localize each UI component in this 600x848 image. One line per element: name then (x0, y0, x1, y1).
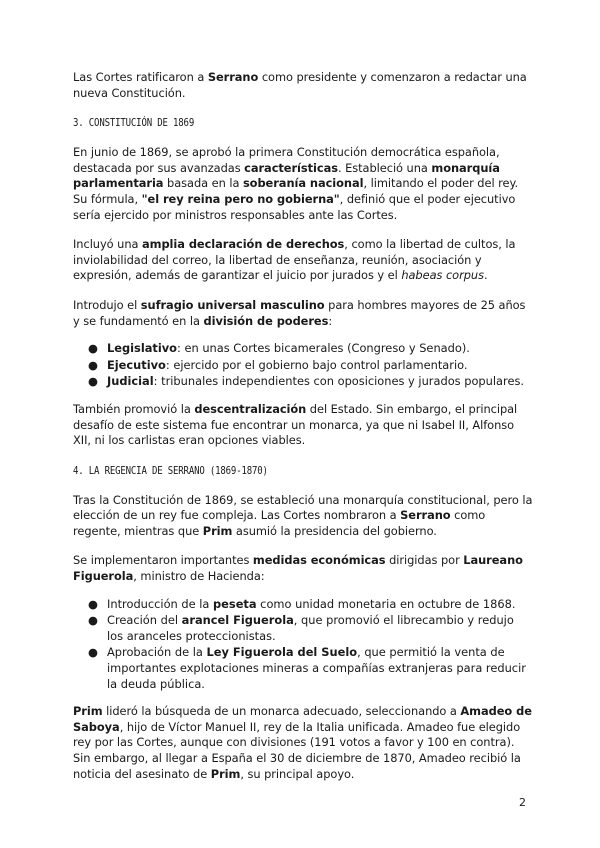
text-run: , como la libertad de cultos, la inviolabilidad del correo, la libertad de enseñanza, reunión, asociación y expresión, además de garantizar el juicio por jurados y el (73, 237, 516, 283)
text-run: . Estableció una (337, 160, 432, 175)
text-run: , hijo de Víctor Manuel II, rey de la Italia unificada. Amadeo fue elegido rey por las Cortes, aunque con divisiones (191 votos a favor y 100 en contra). Sin embargo, al llegar a España el 30 de diciembre de 1870, Amadeo recibió la noticia del asesinato de (73, 719, 521, 781)
text-run: Creación del (107, 613, 182, 628)
text-run: : en unas Cortes bicamerales (Congreso y Senado). (177, 341, 470, 356)
bold-text: Ley Figuerola del Suelo (206, 645, 358, 660)
bold-text: Amadeo de Saboya (73, 704, 532, 734)
bold-text: soberanía nacional (242, 176, 364, 191)
bold-text: Prim (73, 704, 103, 719)
text-run: lideró la búsqueda de un monarca adecuado, seleccionando a (102, 704, 461, 719)
paragraph-amadeo (73, 704, 533, 782)
bold-text: división de poderes (203, 313, 329, 328)
poderes-list (73, 341, 533, 390)
paragraph-descentralizacion (73, 402, 533, 449)
text-run: para hombres mayores de 25 años y se fundamentó en la (73, 297, 526, 328)
text-run: También promovió la (73, 401, 195, 416)
text-run: del Estado. Sin embargo, el principal desafío de este sistema fue encontrar un monarca, ya que ni Isabel II, Alfonso XII, ni los carlistas eran opciones viables. (73, 401, 518, 448)
bullet-icon: ● (88, 374, 98, 389)
bold-text: arancel Figuerola (181, 613, 294, 628)
bold-text: Serrano (400, 508, 451, 523)
text-run: . (483, 268, 488, 283)
list-item (73, 613, 533, 644)
bold-text: Laureano Figuerola (73, 553, 523, 584)
bold-text: sufragio universal masculino (140, 297, 325, 312)
paragraph-regencia (73, 493, 533, 540)
bold-text: características (244, 160, 338, 175)
text-run: : (328, 313, 333, 328)
bold-text: Ejecutivo (107, 357, 166, 372)
text-run: , ministro de Hacienda: (133, 569, 265, 584)
bold-text: monarquía parlamentaria (73, 160, 500, 191)
list-item (73, 645, 533, 692)
document-page (73, 70, 533, 796)
text-run: Se implementaron importantes (73, 553, 253, 568)
list-item (73, 374, 533, 390)
text-run: : ejercido por el gobierno bajo control parlamentario. (165, 357, 468, 372)
list-item (73, 341, 533, 357)
bullet-icon: ● (88, 645, 98, 660)
bold-text: Serrano (207, 70, 259, 84)
bold-text: Judicial (107, 374, 154, 389)
bold-text: amplia declaración de derechos (142, 237, 345, 252)
text-run: Las Cortes ratificaron a (73, 70, 208, 84)
list-item (73, 597, 533, 613)
section-heading-regencia-serrano: 4. LA REGENCIA DE SERRANO (1869-1870) (73, 464, 268, 477)
list-item (73, 358, 533, 374)
text-run: basada en la (163, 176, 243, 191)
text-run: : tribunales independientes con oposiciones y jurados populares. (153, 374, 525, 389)
medidas-list (73, 597, 533, 693)
bold-text: Prim (202, 523, 233, 538)
bullet-icon: ● (88, 613, 98, 628)
italic-text: habeas corpus (401, 268, 484, 283)
text-run: Introducción de la (107, 596, 214, 611)
bold-text: peseta (213, 596, 257, 611)
paragraph-constitucion-1869 (73, 145, 533, 223)
bullet-icon: ● (88, 596, 98, 611)
bold-text: medidas económicas (252, 553, 386, 568)
text-run: como presidente y comenzaron a redactar una nueva Constitución. (73, 70, 527, 100)
bold-text: Prim (210, 766, 241, 781)
text-run: Tras la Constitución de 1869, se estableció una monarquía constitucional, pero la elección de un rey fue compleja. Las Cortes nombraron a (73, 492, 533, 523)
bold-text: Legislativo (107, 341, 178, 356)
page-number: 2 (519, 796, 526, 809)
text-run: , su principal apoyo. (240, 766, 355, 781)
text-run: Introdujo el (73, 297, 141, 312)
text-run: , limitando el poder del rey. Su fórmula, (73, 176, 519, 206)
section-heading-constitucion-1869: 3. CONSTITUCIÓN DE 1869 (73, 117, 195, 130)
text-run: como regente, mientras que (73, 508, 486, 538)
text-run: En junio de 1869, se aprobó la primera Constitución democrática española, destacada por sus avanzadas (73, 145, 500, 175)
paragraph-medidas-economicas (73, 553, 533, 584)
paragraph-derechos (73, 237, 533, 284)
bold-text: "el rey reina pero no gobierna" (141, 191, 340, 206)
paragraph-sufragio (73, 298, 533, 329)
intro-paragraph (73, 70, 533, 101)
bullet-icon: ● (88, 357, 98, 372)
text-run: como unidad monetaria en octubre de 1868. (256, 596, 516, 611)
text-run: , definió que el poder ejecutivo sería ejercido por ministros responsables ante las Cortes. (73, 191, 516, 222)
text-run: , que permitió la venta de importantes explotaciones mineras a compañías extranjeras para reducir la deuda pública. (107, 645, 526, 691)
text-run: , que promovió el librecambio y redujo los aranceles proteccionistas. (107, 613, 514, 643)
text-run: asumió la presidencia del gobierno. (232, 523, 437, 538)
text-run: dirigidas por (385, 553, 464, 568)
text-run: Incluyó una (73, 237, 142, 252)
text-run: Aprobación de la (107, 645, 207, 660)
bold-text: descentralización (194, 401, 307, 416)
bullet-icon: ● (88, 341, 98, 356)
